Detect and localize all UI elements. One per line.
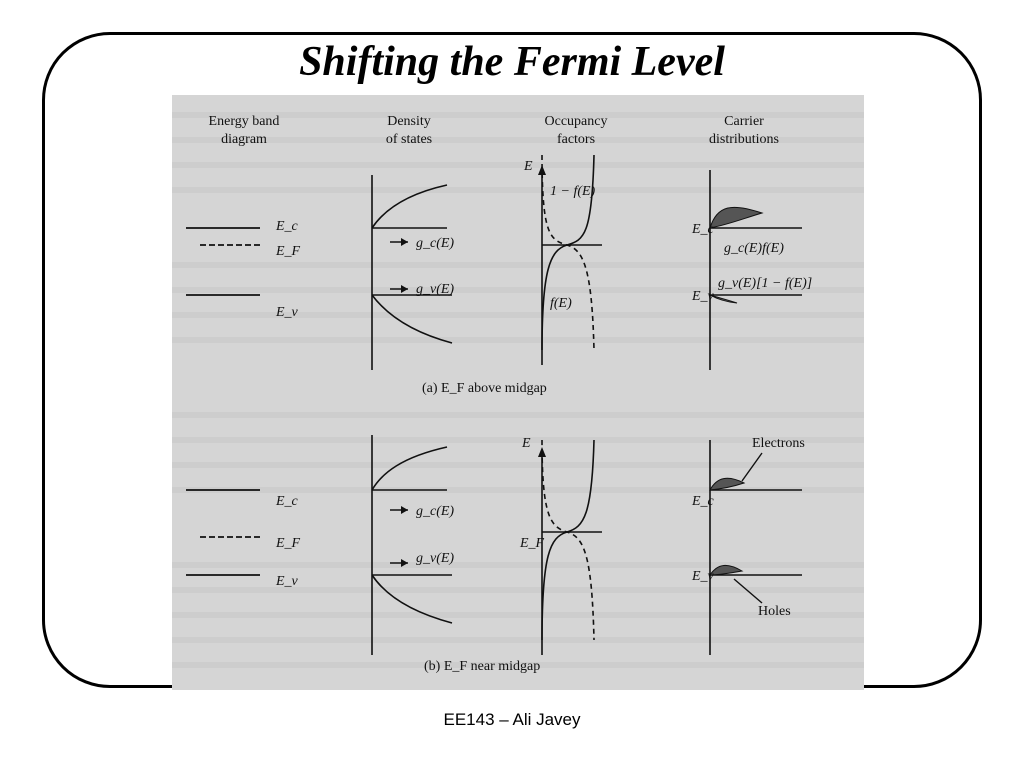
slide-title: Shifting the Fermi Level [299, 39, 725, 85]
a-occ-e-label: E [524, 159, 533, 174]
a-f-label: f(E) [550, 296, 572, 311]
header-dos-line1: Density [387, 114, 431, 129]
a-gc-label: g_c(E) [416, 236, 455, 251]
header-carrier-line1: Carrier [724, 114, 764, 129]
b-gc-label: g_c(E) [416, 504, 455, 519]
a-caption: (a) E_F above midgap [422, 381, 547, 396]
header-occ-line1: Occupancy [544, 114, 608, 129]
a-carrier-ec-label: E_c [692, 222, 714, 237]
slide-footer: EE143 – Ali Javey [443, 710, 581, 729]
a-gv1mf-label: g_v(E)[1 − f(E)] [718, 276, 813, 291]
a-ec-label: E_c [276, 219, 298, 234]
header-occ-line2: factors [556, 132, 596, 147]
b-carrier-ec-label: E_c [692, 494, 714, 509]
a-ev-label: E_v [276, 305, 298, 320]
header-carrier-line2: distributions [708, 132, 780, 147]
b-occ-e-label: E [522, 436, 531, 451]
a-1mf-label: 1 − f(E) [550, 184, 596, 199]
b-ec-label: E_c [276, 494, 298, 509]
b-occ-ef-label: E_F [520, 536, 545, 551]
header-band-line1: Energy band [208, 114, 280, 129]
b-holes-label: Holes [758, 604, 791, 619]
a-ef-label: E_F [276, 244, 301, 259]
b-electrons-label: Electrons [752, 436, 805, 451]
a-gv-label: g_v(E) [416, 282, 455, 297]
fermi-level-figure [172, 95, 864, 690]
header-band-line2: diagram [221, 132, 267, 147]
b-caption: (b) E_F near midgap [424, 659, 541, 674]
b-ef-label: E_F [276, 536, 301, 551]
b-ev-label: E_v [276, 574, 298, 589]
a-carrier-ev-label: E_v [692, 289, 714, 304]
header-dos-line2: of states [385, 132, 433, 147]
b-carrier-ev-label: E_v [692, 569, 714, 584]
a-gcf-label: g_c(E)f(E) [724, 241, 784, 256]
figure-svg [172, 95, 864, 690]
b-gv-label: g_v(E) [416, 551, 455, 566]
